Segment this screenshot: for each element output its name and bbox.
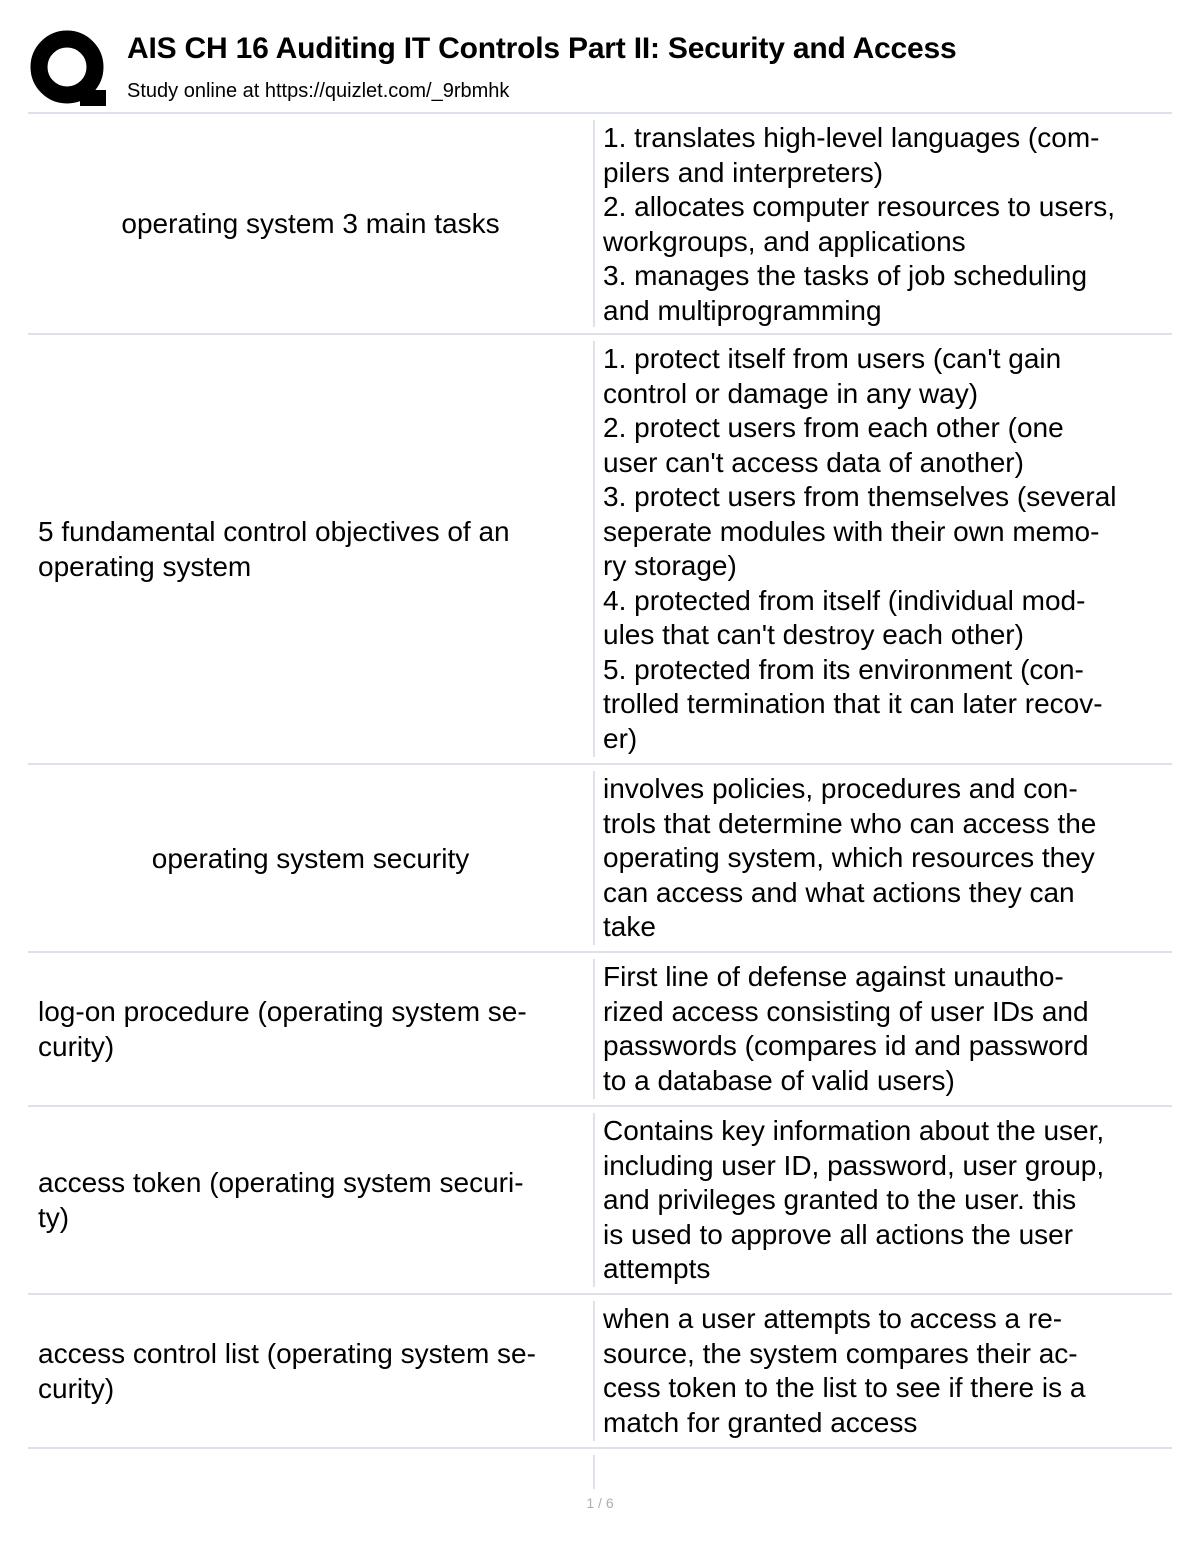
flashcard-definition [595,1295,1172,1447]
flashcard-term [28,953,593,1105]
flashcard-definition [595,765,1172,951]
definition-line: workgroups, and applications [603,225,966,257]
definition-line: cess token to the list to see if there is a [603,1372,1086,1403]
empty-term [28,1449,593,1495]
definition-line: when a user attempts to access a re- [603,1303,1063,1334]
flashcard-definition [595,335,1172,763]
definition-line: 2. allocates computer resources to users, [603,191,1116,222]
term-line: 5 fundamental control objectives of an [38,516,510,547]
definition-line: ules that can't destroy each other) [603,619,1024,650]
definition-line: rized access consisting of user IDs and [603,995,1089,1027]
definition-line: 5. protected from its environment (con- [603,653,1084,685]
flashcard-term [28,1295,593,1447]
term-line: operating system security [151,842,470,874]
flashcard-row [28,335,1172,765]
term-line: log-on procedure (operating system se- [38,996,527,1027]
definition-line: user can't access data of another) [603,446,1024,478]
definition-line: First line of defense against unautho- [603,961,1064,992]
empty-definition [595,1449,1172,1495]
definition-line: and multiprogramming [603,294,882,326]
definition-line: control or damage in any way) [603,377,979,409]
definition-line: ry storage) [603,550,737,581]
flashcard-term [28,765,593,951]
term-line: access token (operating system securi- [38,1167,524,1198]
definition-line: can access and what actions they can [603,876,1075,908]
definition-line: to a database of valid users) [603,1064,955,1096]
definition-line: 1. protect itself from users (can't gain [603,343,1062,374]
flashcard-row [28,1295,1172,1449]
definition-line: Contains key information about the user, [603,1115,1105,1146]
study-online-link[interactable]: Study online at https://quizlet.com/_9rbmhk [127,80,510,102]
definition-line: trols that determine who can access the [603,807,1097,839]
definition-line: including user ID, password, user group, [603,1149,1105,1181]
flashcard-row [28,765,1172,953]
definition-line: and privileges granted to the user. this [603,1184,1077,1215]
definition-line: trolled termination that it can later recov- [603,688,1103,719]
term-line: curity) [38,1373,115,1404]
definition-line: 3. manages the tasks of job scheduling [603,260,1088,291]
flashcard-list [28,112,1172,1495]
definition-line: operating system, which resources they [603,842,1095,873]
definition-line: involves policies, procedures and con- [603,773,1078,804]
term-line: access control list (operating system se- [38,1338,536,1369]
flashcard-definition [595,1107,1172,1293]
definition-line: 2. protect users from each other (one [603,412,1064,443]
term-line: operating system 3 main tasks [121,208,500,239]
definition-line: passwords (compares id and password [603,1030,1089,1061]
definition-line: 1. translates high-level languages (com- [603,122,1100,153]
term-line: operating system [38,551,252,582]
flashcard-row [28,1107,1172,1295]
definition-line: 4. protected from itself (individual mod- [603,584,1086,616]
document-header [30,28,1170,108]
definition-line: er) [603,722,638,754]
empty-flashcard-row [28,1449,1172,1495]
term-line: ty) [38,1202,70,1233]
definition-line: pilers and interpreters) [603,156,884,188]
flashcard-row [28,112,1172,335]
quizlet-logo-icon [30,30,108,108]
flashcard-term [28,1107,593,1293]
definition-line: is used to approve all actions the user [603,1218,1074,1250]
definition-line: match for granted access [603,1406,918,1438]
definition-line: source, the system compares their ac- [603,1337,1078,1369]
flashcard-term [28,114,593,333]
definition-line: 3. protect users from themselves (several [603,481,1117,512]
flashcard-row [28,953,1172,1107]
page-number: 1 / 6 [586,1495,614,1511]
flashcard-definition [595,114,1172,333]
definition-line: attempts [603,1253,711,1284]
term-line: curity) [38,1031,115,1062]
definition-line: seperate modules with their own memo- [603,515,1100,547]
document-title: AIS CH 16 Auditing IT Controls Part II: Security and Access [127,32,957,65]
flashcard-term [28,335,593,763]
definition-line: take [603,911,656,942]
flashcard-definition [595,953,1172,1105]
